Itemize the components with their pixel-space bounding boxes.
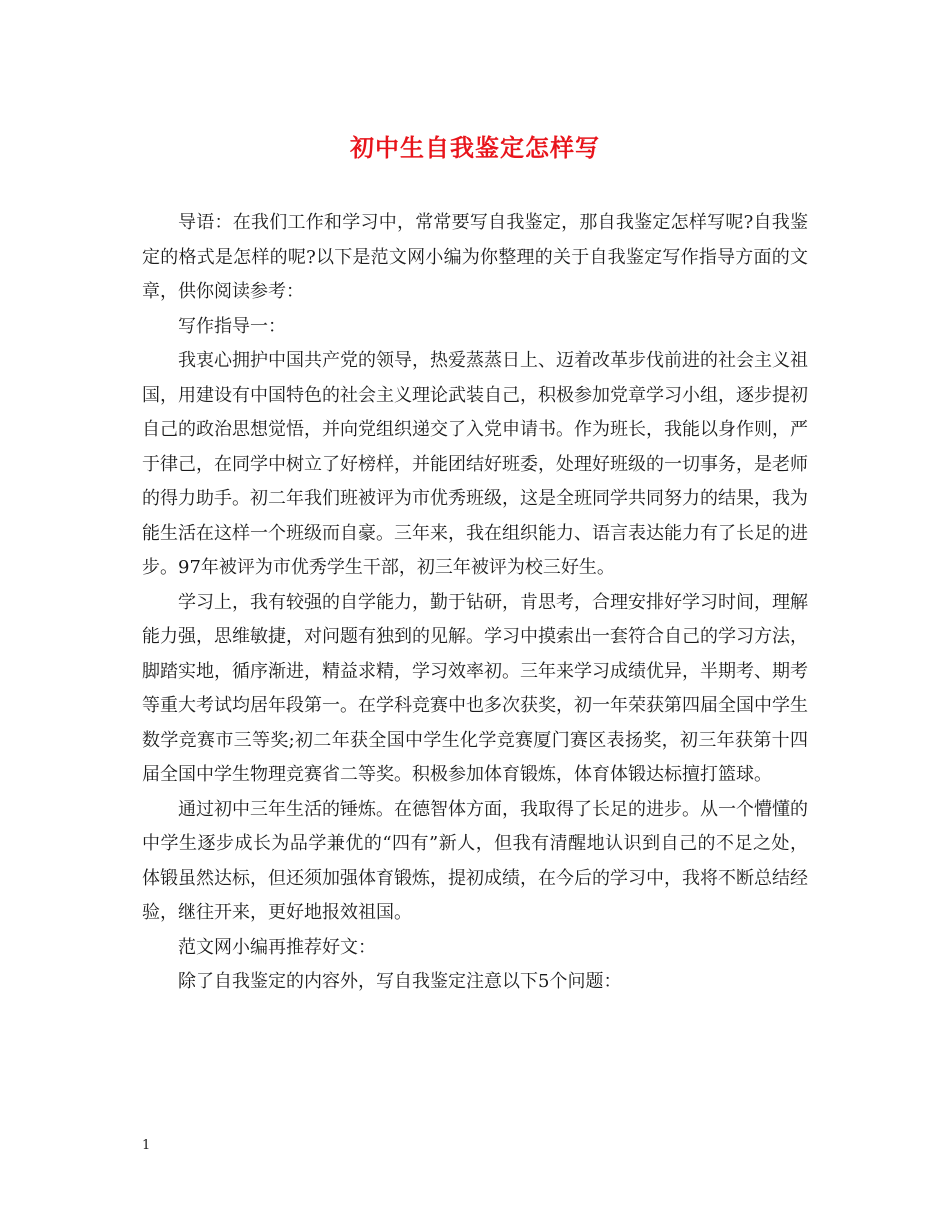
paragraph-intro: 导语：在我们工作和学习中，常常要写自我鉴定，那自我鉴定怎样写呢?自我鉴定的格式是怎样的呢?以下是范文网小编为你整理的关于自我鉴定写作指导方面的文章，供你阅读参考：: [142, 212, 808, 302]
paragraph-political: 我衷心拥护中国共产党的领导，热爱蒸蒸日上、迈着改革步伐前进的社会主义祖国，用建设有中国特色的社会主义理论武装自己，积极参加党章学习小组，逐步提初自己的政治思想觉悟，并向党组织递交了入党申请书。作为班长，我能以身作则，严于律己，在同学中树立了好榜样，并能团结好班委，处理好班级的一切事务，是老师的得力助手。初二年我们班被评为市优秀班级，这是全班同学共同努力的结果，我为能生活在这样一个班级而自豪。三年来，我在组织能力、语言表达能力有了长足的进步。97年被评为市优秀学生干部，初三年被评为校三好生。: [142, 350, 808, 578]
document-title: 初中生自我鉴定怎样写: [350, 133, 600, 162]
paragraph-heading-guide-1: 写作指导一：: [178, 315, 286, 337]
paragraph-recommend: 范文网小编再推荐好文：: [178, 936, 376, 958]
paragraph-summary: 通过初中三年生活的锤炼。在德智体方面，我取得了长足的进步。从一个懵懂的中学生逐步成长为品学兼优的“四有”新人，但我有清醒地认识到自己的不足之处，体锻虽然达标，但还须加强体育锻炼，提初成绩，在今后的学习中，我将不断总结经验，继往开来，更好地报效祖国。: [142, 798, 808, 923]
paragraph-study: 学习上，我有较强的自学能力，勤于钻研，肯思考，合理安排好学习时间，理解能力强，思维敏捷，对问题有独到的见解。学习中摸索出一套符合自己的学习方法，脚踏实地，循序渐进，精益求精，学习效率初。三年来学习成绩优异，半期考、期考等重大考试均居年段第一。在学科竞赛中也多次获奖，初一年荣获第四届全国中学生数学竞赛市三等奖;初二年获全国中学生化学竞赛厦门赛区表扬奖，初三年获第十四届全国中学生物理竞赛省二等奖。积极参加体育锻炼，体育体锻达标擅打篮球。: [142, 591, 808, 785]
document-body: [142, 206, 808, 1000]
paragraph-notes: 除了自我鉴定的内容外，写自我鉴定注意以下5个问题：: [178, 971, 622, 992]
page-number: 1: [142, 1138, 151, 1153]
